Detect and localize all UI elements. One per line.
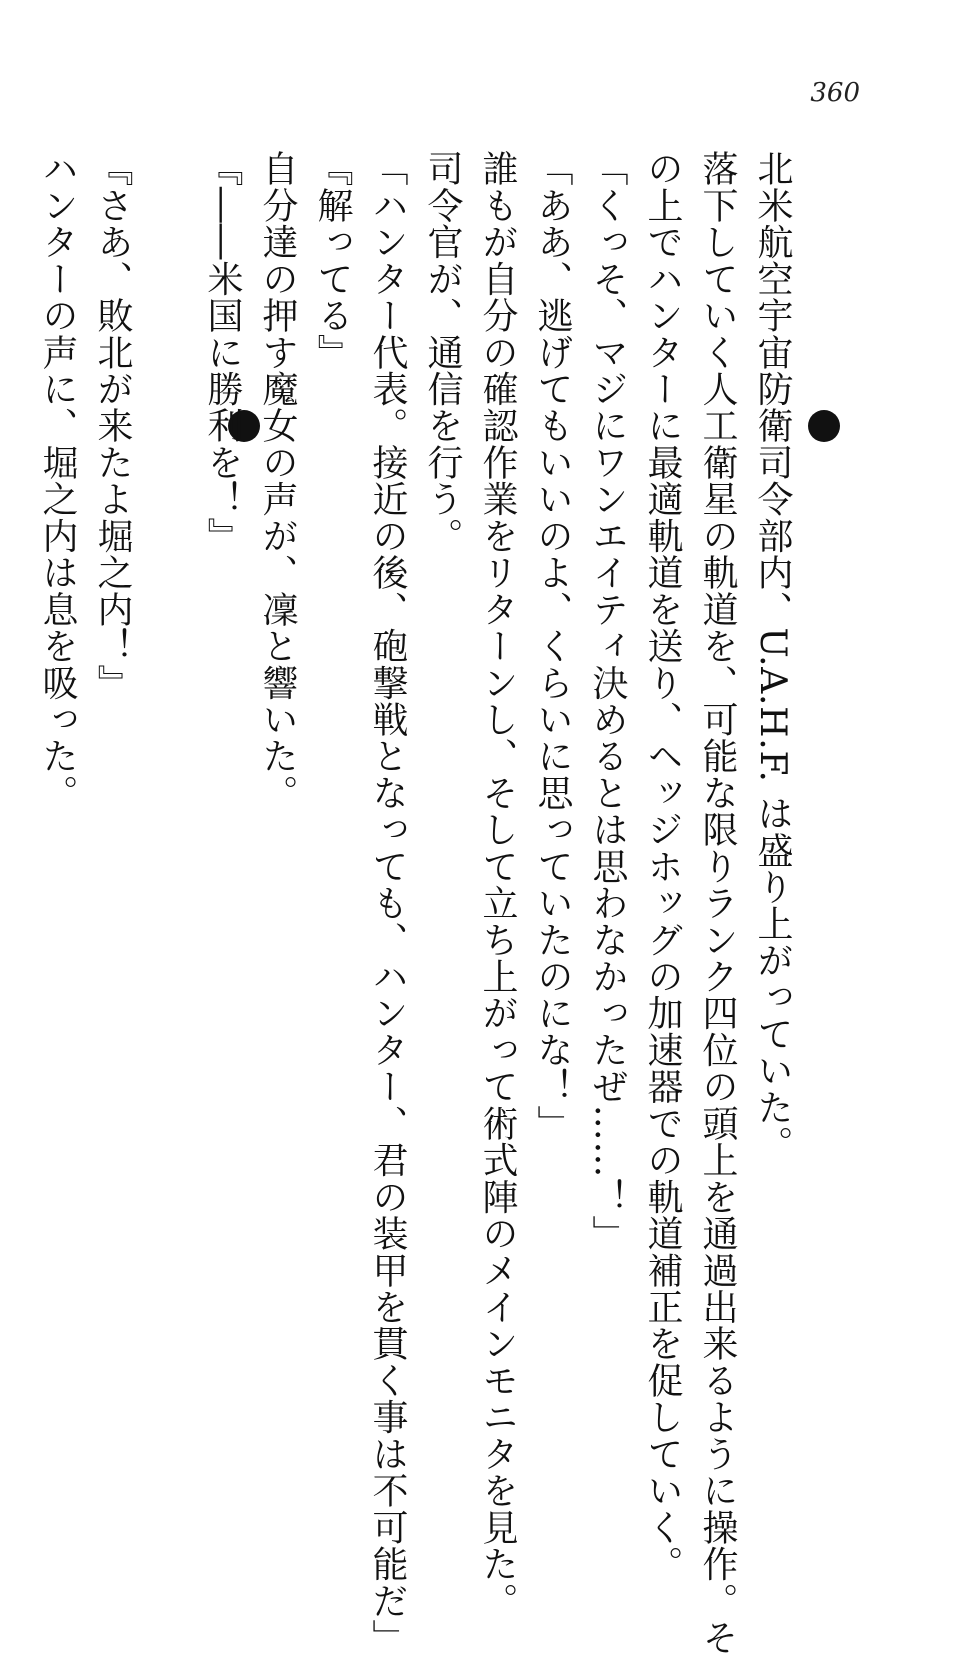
scene-separator-dot-right: [808, 410, 840, 442]
text-line: 北米航空宇宙防衛司令部内、U.A.H.F. は盛り上がっていた。: [752, 150, 793, 1163]
text-line: ハンターの声に、堀之内は息を吸った。: [37, 150, 78, 811]
text-line: 「くっそ、マジにワンエイティ決めるとは思わなかったぜ……！」: [587, 150, 628, 1252]
text-line: 『――米国に勝利を！』: [202, 150, 243, 554]
text-line: 『さあ、敗北が来たよ堀之内！』: [92, 150, 133, 701]
page-number: 360: [810, 78, 860, 108]
text-line: 「ああ、逃げてもいいのよ、くらいに思っていたのにな！」: [532, 150, 573, 1142]
text-line: 司令官が、通信を行う。: [422, 150, 463, 554]
text-line: 落下していく人工衛星の軌道を、可能な限りランク四位の頭上を通過出来るように操作。そ: [697, 150, 738, 1656]
scene-break: [140, 150, 195, 1310]
vertical-text-body: [37, 150, 800, 1656]
text-line: 『解ってる』: [312, 150, 353, 371]
text-line: の上でハンターに最適軌道を送り、ヘッジホッグの加速器での軌道補正を促していく。: [642, 150, 683, 1583]
text-line: 自分達の押す魔女の声が、凜と響いた。: [257, 150, 298, 811]
text-line: 「ハンター代表。接近の後、砲撃戦となっても、ハンター、君の装甲を貫く事は不可能だ」: [367, 150, 408, 1656]
text-line: 誰もが自分の確認作業をリターンし、そして立ち上がって術式陣のメインモニタを見た。: [477, 150, 518, 1619]
